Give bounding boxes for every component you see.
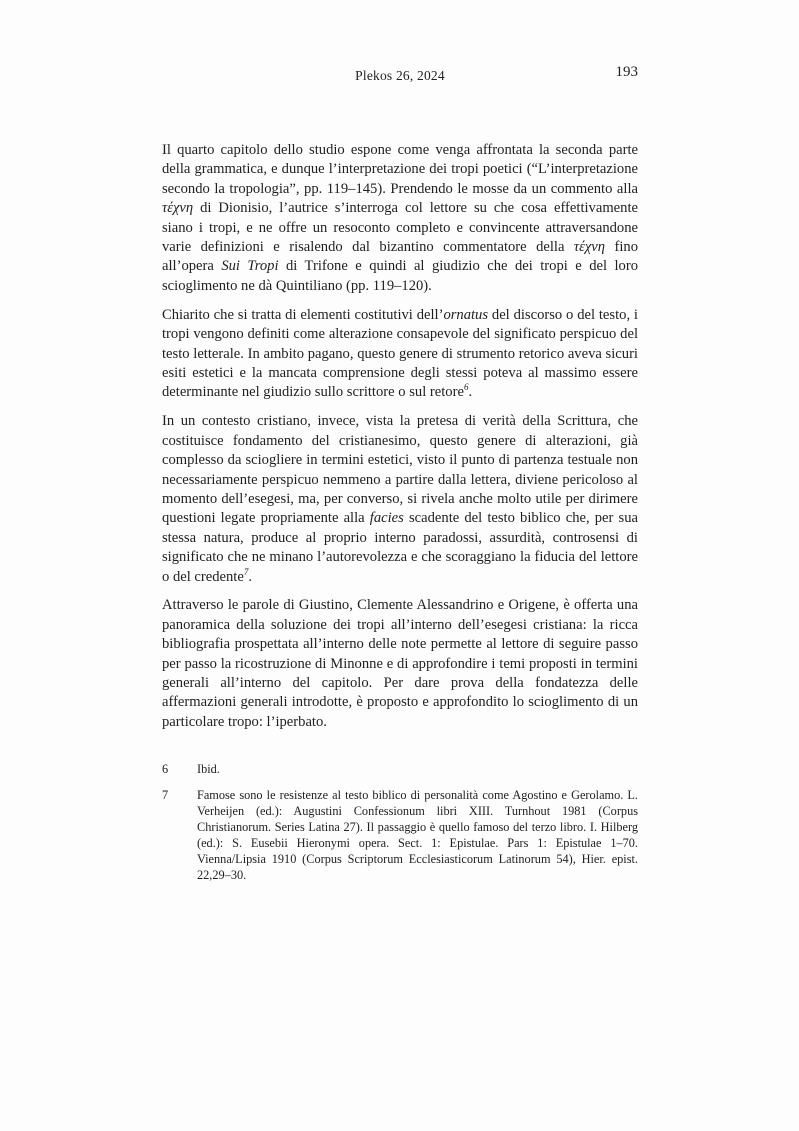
footnote-text [197,787,638,883]
text-run: Attraverso le parole di Giustino, Clemente Alessandrino e Origene, è offerta una panoramica della soluzione dei tropi all’interno dell’esegesi cristiana: la ricca bibliografia prospettata all’interno delle note permette al lettore di seguire passo per passo la ricostruzione di Minonne e di approfondire i temi proposti in termini generali all’interno del capitolo. Per dare prova della fondatezza delle affermazioni generali introdotte, è proposto e approfondito lo scioglimento di un particolare tropo: l’iperbato. [162,597,638,730]
text-run: fino all’opera [162,239,638,275]
paragraph [162,412,638,587]
text-run: scadente del testo biblico che, per sua stessa natura, produce al proprio interno paradossi, assurdità, controsensi di significato che ne minano l’autorevolezza e che scoraggiano la fiducia del lettore o del credente [162,510,638,585]
paragraphs-container [162,141,638,732]
footnote-number: 6 [162,762,169,777]
italic-text: ornatus [443,306,489,323]
text-run: del discorso o del testo, i tropi vengono definiti come alterazione consapevole del significato perspicuo del testo letterale. In ambito pagano, questo genere di strumento retorico aveva sicuri esiti estetici e la mancata comprensione degli stessi poteva al massimo essere determinante nel giudizio sullo scrittore o sul retore [162,306,638,401]
footnote-text [197,761,638,777]
page-number: 193 [615,64,638,80]
footnote [162,787,638,883]
text-run: . [468,384,473,401]
italic-text: τέχνη [573,239,606,256]
text-run: Il quarto capitolo dello studio espone come venga affrontata la seconda parte della grammatica, e dunque l’interpretazione dei tropi poetici (“L’interpretazione secondo la tropologia”, pp. 119–145). Prendendo le mosse da un commento alla [162,142,638,197]
text-run: Ibid. [197,762,220,777]
paragraph [162,596,638,732]
text-block [162,141,638,893]
italic-text: τέχνη [162,200,194,217]
page-header [162,64,638,86]
text-run: Chiarito che si tratta di elementi costitutivi dell’ [162,306,444,323]
footnote [162,761,638,777]
text-run: di Trifone e quindi al giudizio che dei tropi e del loro scioglimento ne dà Quintiliano (pp. 119–120). [162,258,638,294]
text-run: Famose sono le resistenze al testo biblico di personalità come Agostino e Gerolamo. L. Verheijen (ed.): Augustini Confessionum libri XIII. Turnhout 1981 (Corpus Christianorum. Series Latina 27). Il passaggio è quello famoso del terzo libro. I. Hilberg (ed.): S. Eusebii Hieronymi opera. Sect. 1: Epistulae. Pars 1: Epistulae 1–70. Vienna/Lipsia 1910 (Corpus Scriptorum Ecclesiasticorum Latinorum 54), Hier. epist. 22,29–30. [197,788,638,883]
footnote-ref: 7 [243,566,249,577]
journal-title: Plekos 26, 2024 [355,68,445,83]
text-run: di Dionisio, l’autrice s’interroga col lettore su che cosa effettivamente siano i tropi, e ne offre un resoconto completo e convincente attraversandone varie definizioni e risalendo dal bizantino commentatore della [162,200,638,256]
italic-text: facies [369,510,404,527]
paragraph [162,306,638,403]
paragraph [162,141,638,296]
italic-text: Sui Tropi [221,258,279,275]
footnotes-container [162,761,638,883]
footnote-ref: 6 [463,382,469,393]
text-run: . [248,568,253,585]
text-run: In un contesto cristiano, invece, vista la pretesa di verità della Scrittura, che costituisce fondamento del cristianesimo, questo genere di alterazioni, già complesso da sciogliere in termini estetici, visto il punto di partenza testuale non necessariamente perspicuo nemmeno a partire dalla lettera, diviene pericoloso al momento dell’esegesi, ma, per converso, si rivela anche molto utile per dirimere questioni legate propriamente alla [162,413,638,527]
footnote-number: 7 [162,788,169,803]
